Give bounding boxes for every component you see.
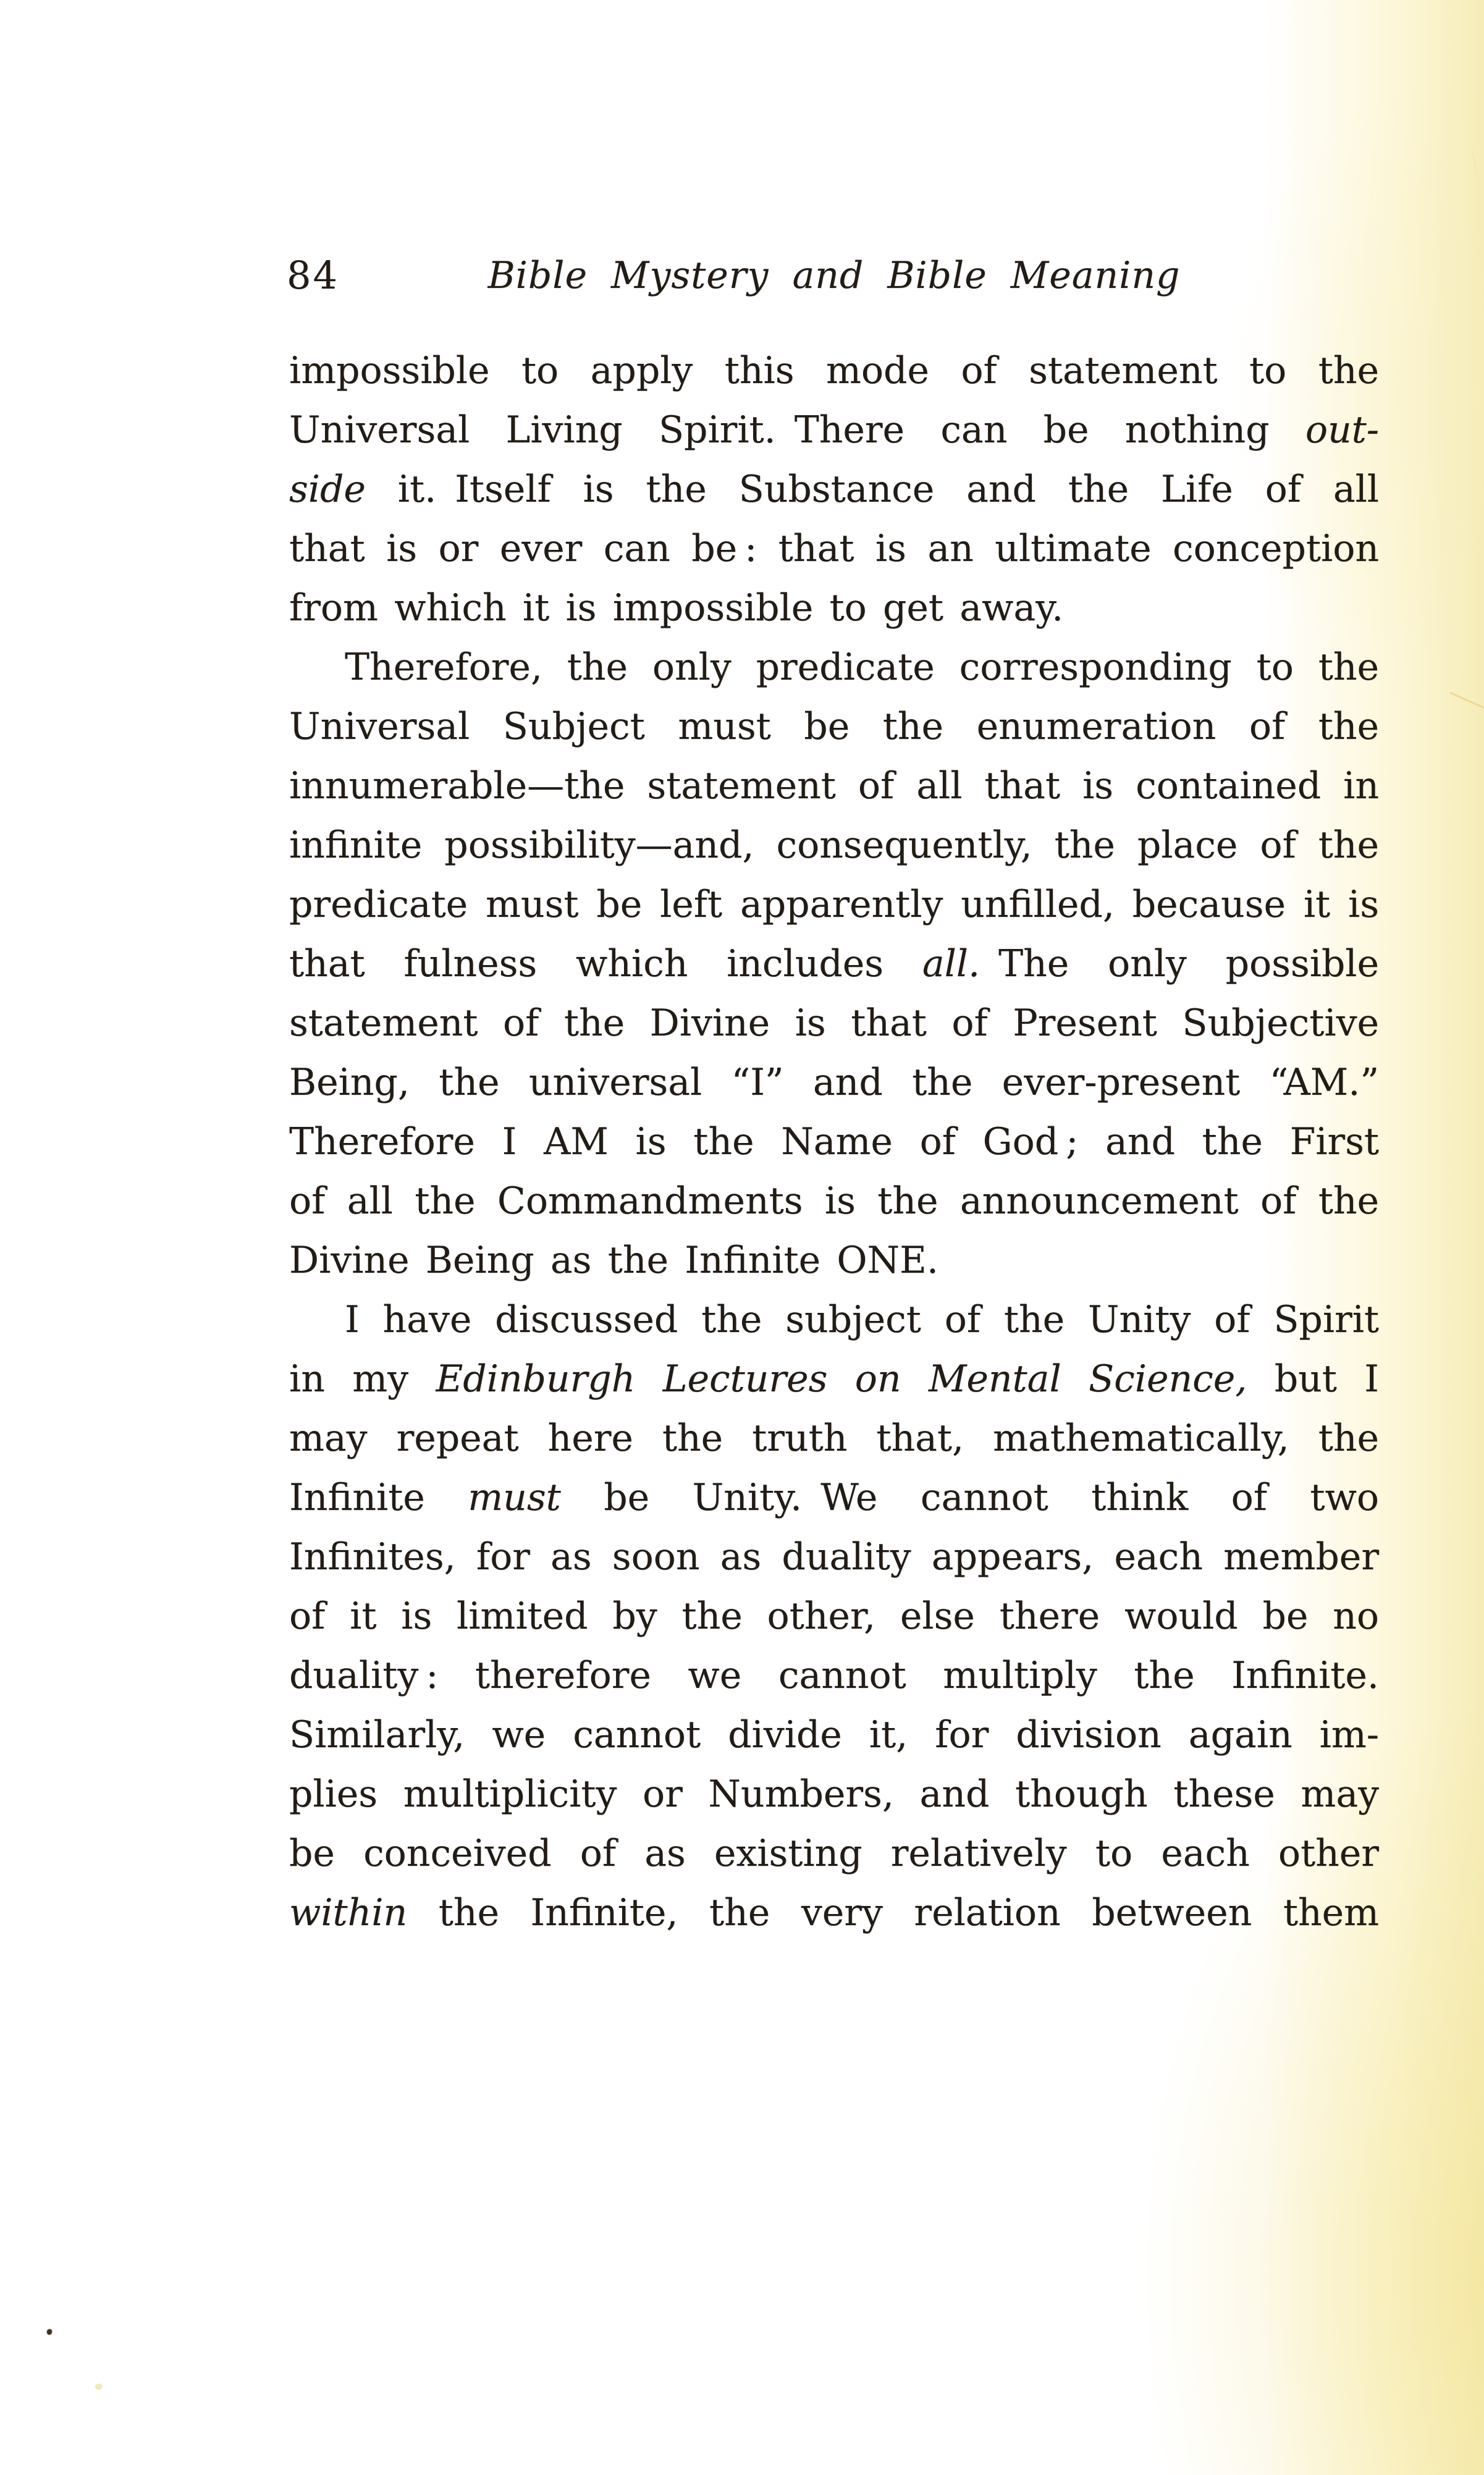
text-line: plies multiplicity or Numbers, and though these may [289, 1773, 1379, 1816]
text-line: Therefore, the only predicate corresponding to the [345, 646, 1379, 689]
italic-text: side [289, 468, 366, 511]
text-line: within the Infinite, the very relation between them [289, 1891, 1379, 1934]
text-line: side it. Itself is the Substance and the Life of all [289, 468, 1379, 511]
text-line: duality : therefore we cannot multiply the Infinite. [289, 1654, 1379, 1697]
text-line: be conceived of as existing relatively to each other [289, 1832, 1379, 1875]
text-line: Therefore I AM is the Name of God ; and the First [289, 1120, 1379, 1163]
text-line: statement of the Divine is that of Present Subjective [289, 1001, 1379, 1045]
italic-text: Edinburgh Lectures on Mental Science, [436, 1357, 1247, 1401]
text-line: that fulness which includes all. The only possible [289, 942, 1379, 985]
scan-scratch [1449, 692, 1484, 709]
text-line: impossible to apply this mode of statement to the [289, 349, 1379, 392]
text-line: of all the Commandments is the announcement of the [289, 1179, 1379, 1223]
scan-speck-yellow [95, 2384, 103, 2390]
scan-speck-dark [47, 2329, 52, 2335]
text-line: Being, the universal “I” and the ever-present “AM.” [289, 1061, 1379, 1104]
running-title: Bible Mystery and Bible Meaning [487, 254, 1181, 297]
text-line: may repeat here the truth that, mathematically, the [289, 1417, 1379, 1460]
text-line: infinite possibility—and, consequently, the place of the [289, 824, 1379, 867]
text-line: innumerable—the statement of all that is contained in [289, 764, 1379, 807]
scan-scratch-small [1472, 150, 1478, 175]
body-text [289, 341, 1379, 1942]
italic-text: out- [1305, 408, 1379, 452]
italic-text: must [468, 1476, 561, 1519]
text-line: in my Edinburgh Lectures on Mental Science, but I [289, 1357, 1379, 1401]
text-line: I have discussed the subject of the Unity of Spirit [345, 1298, 1379, 1341]
text-line: Infinites, for as soon as duality appears, each member [289, 1535, 1379, 1579]
text-line: Divine Being as the Infinite ONE. [289, 1239, 938, 1282]
page-header [289, 246, 1379, 305]
text-line: from which it is impossible to get away. [289, 586, 1064, 630]
text-line: of it is limited by the other, else there would be no [289, 1595, 1379, 1638]
text-line: Universal Living Spirit. There can be nothing out- [289, 408, 1379, 452]
text-line: that is or ever can be : that is an ultimate conception [289, 527, 1379, 570]
text-line: Infinite must be Unity. We cannot think of two [289, 1476, 1379, 1519]
text-line: Similarly, we cannot divide it, for division again im- [289, 1713, 1379, 1756]
text-line: Universal Subject must be the enumeration of the [289, 705, 1379, 748]
page-number: 84 [287, 253, 339, 298]
text-line: predicate must be left apparently unfilled, because it is [289, 883, 1379, 926]
italic-text: all. [922, 942, 980, 985]
italic-text: within [289, 1891, 408, 1934]
